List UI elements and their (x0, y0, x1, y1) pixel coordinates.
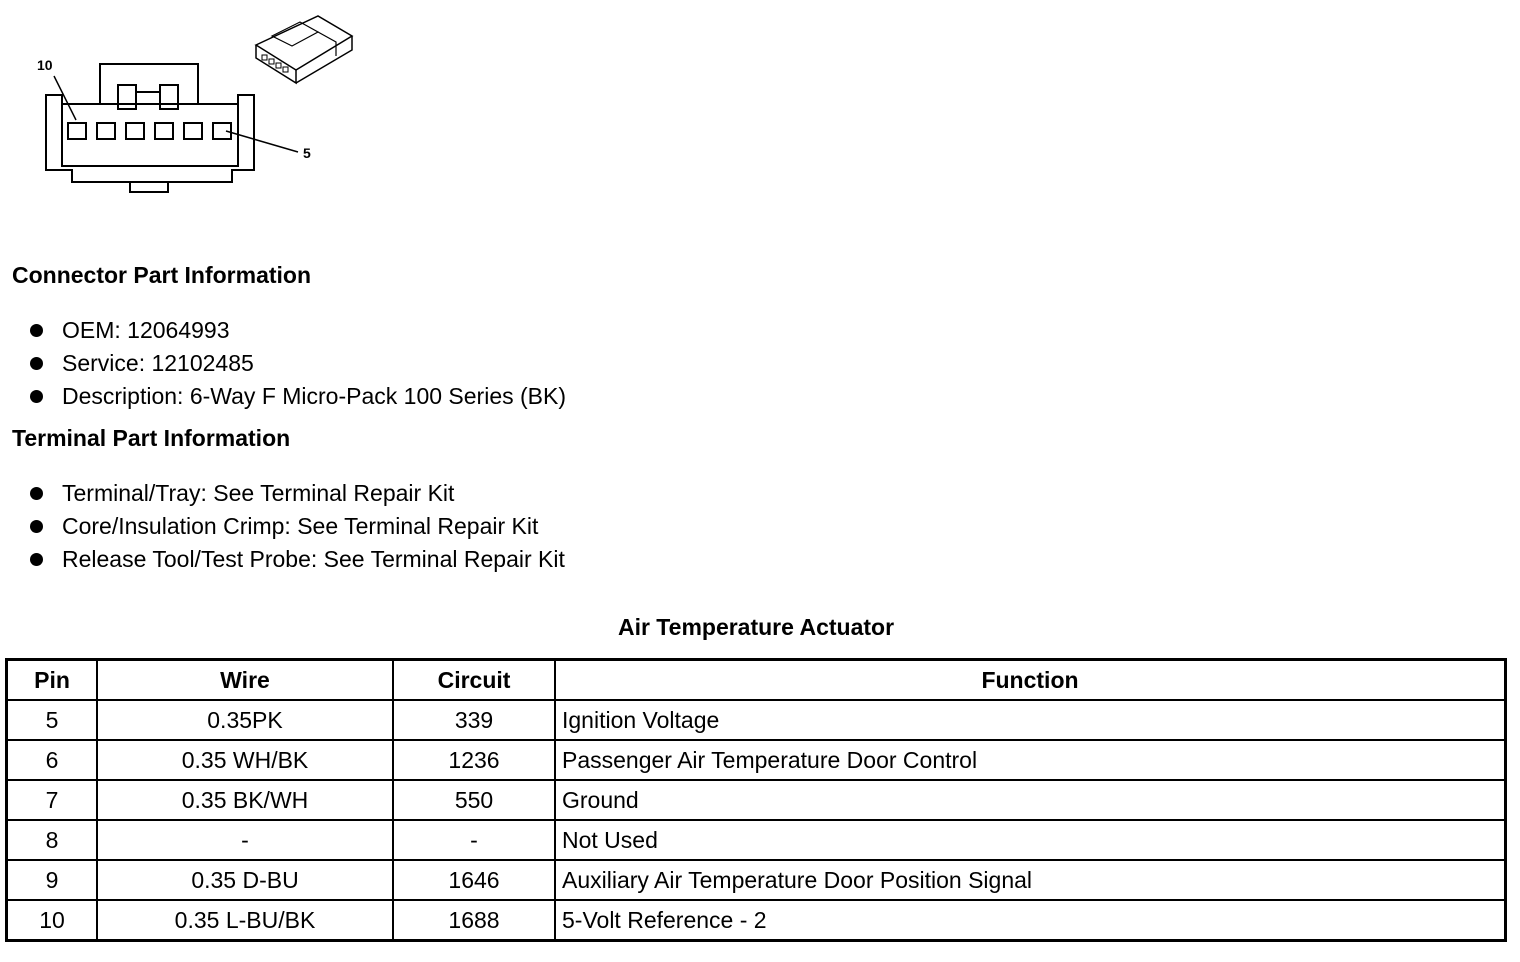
terminal-part-list (30, 477, 565, 576)
list-item-text: Service: 12102485 (62, 350, 254, 376)
table-row (7, 700, 1506, 740)
table-header-row (7, 660, 1506, 701)
list-item-text: Description: 6-Way F Micro-Pack 100 Series (BK) (62, 383, 567, 409)
wire-cell: 0.35 BK/WH (97, 780, 393, 820)
list-item-text: Core/Insulation Crimp: See Terminal Repair Kit (62, 513, 539, 539)
column-header-pin: Pin (7, 660, 98, 701)
bullet-icon (30, 553, 43, 566)
terminal-part-heading: Terminal Part Information (12, 425, 291, 451)
list-item (30, 347, 566, 380)
table-row (7, 740, 1506, 780)
wire-cell: 0.35 L-BU/BK (97, 900, 393, 941)
wire-cell: 0.35 WH/BK (97, 740, 393, 780)
list-item-text: Terminal/Tray: See Terminal Repair Kit (62, 480, 455, 506)
wire-cell: 0.35 D-BU (97, 860, 393, 900)
function-cell: Auxiliary Air Temperature Door Position Signal (555, 860, 1506, 900)
wire-cell: - (97, 820, 393, 860)
circuit-cell: - (393, 820, 555, 860)
list-item-text: Release Tool/Test Probe: See Terminal Repair Kit (62, 546, 565, 572)
function-cell: Ground (555, 780, 1506, 820)
pin-cell: 6 (7, 740, 98, 780)
pin-cell: 10 (7, 900, 98, 941)
list-item (30, 477, 565, 510)
column-header-circuit: Circuit (393, 660, 555, 701)
column-header-wire: Wire (97, 660, 393, 701)
connector-diagram (0, 0, 380, 210)
bullet-icon (30, 520, 43, 533)
list-item (30, 380, 566, 413)
list-item (30, 543, 565, 576)
circuit-cell: 550 (393, 780, 555, 820)
pin-cell: 9 (7, 860, 98, 900)
circuit-cell: 339 (393, 700, 555, 740)
table-row (7, 900, 1506, 941)
pin-cell: 8 (7, 820, 98, 860)
pinout-table (5, 658, 1507, 942)
bullet-icon (30, 324, 43, 337)
circuit-cell: 1236 (393, 740, 555, 780)
bullet-icon (30, 357, 43, 370)
connector-part-list (30, 314, 566, 413)
list-item (30, 314, 566, 347)
circuit-cell: 1646 (393, 860, 555, 900)
function-cell: Passenger Air Temperature Door Control (555, 740, 1506, 780)
wire-cell: 0.35PK (97, 700, 393, 740)
table-row (7, 820, 1506, 860)
pin-cell: 7 (7, 780, 98, 820)
table-row (7, 780, 1506, 820)
connector-part-heading: Connector Part Information (12, 262, 312, 288)
function-cell: Not Used (555, 820, 1506, 860)
pin-label-5: 5 (303, 145, 311, 161)
function-cell: Ignition Voltage (555, 700, 1506, 740)
table-row (7, 860, 1506, 900)
pin-cell: 5 (7, 700, 98, 740)
table-title: Air Temperature Actuator (617, 614, 895, 640)
bullet-icon (30, 487, 43, 500)
list-item (30, 510, 565, 543)
function-cell: 5-Volt Reference - 2 (555, 900, 1506, 941)
list-item-text: OEM: 12064993 (62, 317, 230, 343)
circuit-cell: 1688 (393, 900, 555, 941)
pin-label-10: 10 (37, 57, 53, 73)
bullet-icon (30, 390, 43, 403)
column-header-function: Function (555, 660, 1506, 701)
